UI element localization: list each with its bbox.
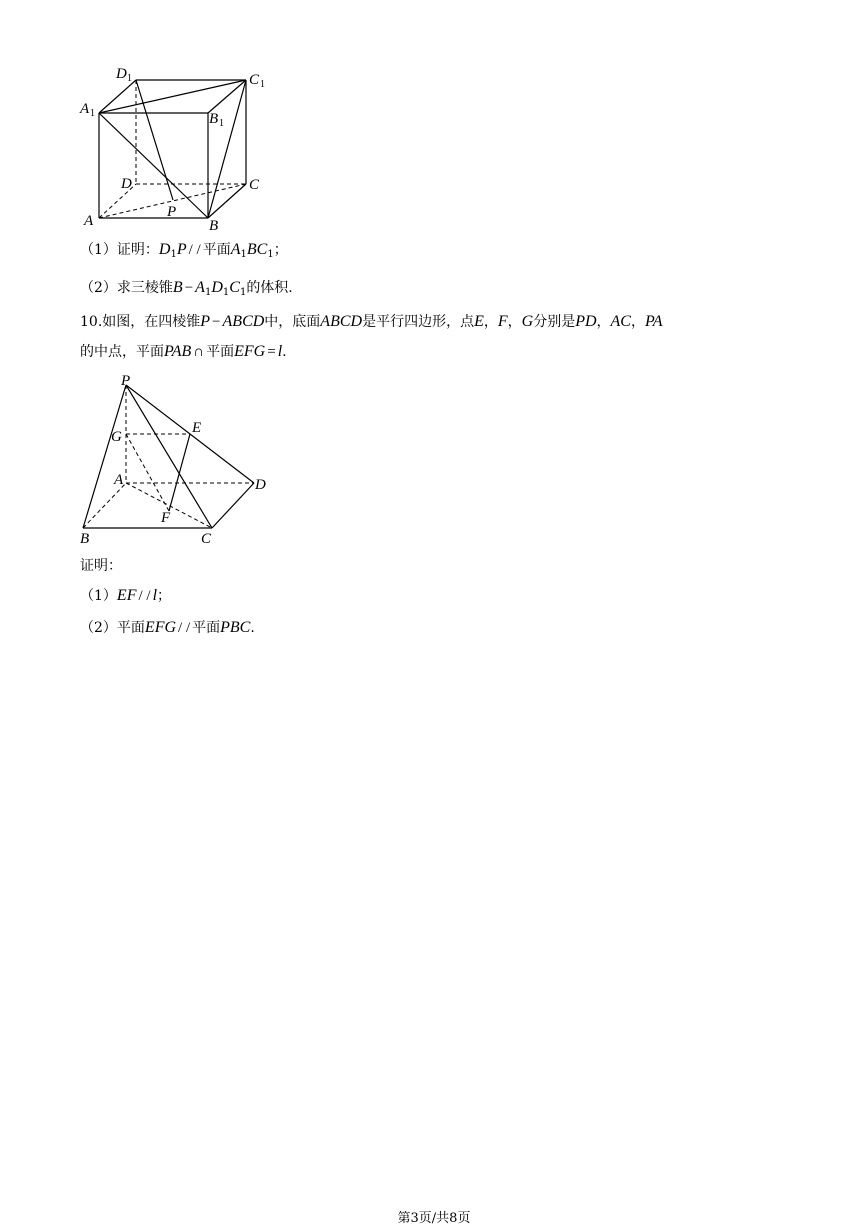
p10-proof-heading: 证明： — [80, 558, 122, 574]
label-p: P — [167, 204, 177, 220]
label-c1: C — [249, 72, 260, 88]
label-c: C — [201, 531, 212, 547]
label-b1: B — [209, 111, 219, 127]
page-footer: 第3页/共8页 — [397, 1211, 471, 1226]
label-f: F — [161, 510, 171, 526]
p9-question-1: （1）证明：$D_1P$ / / 平面$A_1BC_1$； — [80, 241, 288, 260]
label-d1: D — [116, 66, 127, 82]
label-a: A — [84, 213, 94, 229]
pyramid-figure — [76, 368, 276, 550]
p10-statement-line2: 的中点，平面PAB ∩ 平面EFG = l. — [80, 343, 287, 360]
label-b: B — [209, 218, 219, 234]
label-a1: A — [80, 101, 90, 117]
p10-question-2: （2）平面EFG / / 平面PBC. — [80, 619, 255, 636]
cube-figure — [76, 60, 276, 235]
label-a: A — [114, 472, 124, 488]
label-d: D — [255, 477, 266, 493]
label-d: D — [121, 176, 132, 192]
label-p: P — [121, 373, 131, 389]
p10-statement-line1: 10.如图，在四棱锥P − ABCD中，底面ABCD是平行四边形，点E，F，G分别是PD，AC，PA — [80, 313, 663, 330]
label-a1-sub: 1 — [90, 108, 95, 119]
label-c: C — [249, 177, 260, 193]
p9-question-2: （2）求三棱锥$B - A_1D_1C_1$的体积. — [80, 279, 293, 298]
label-b: B — [80, 531, 90, 547]
label-b1-sub: 1 — [219, 118, 224, 129]
label-g: G — [111, 429, 122, 445]
label-c1-sub: 1 — [260, 79, 265, 90]
p10-question-1: （1）EF / / l； — [80, 587, 172, 604]
label-d1-sub: 1 — [127, 73, 132, 84]
label-e: E — [192, 420, 202, 436]
